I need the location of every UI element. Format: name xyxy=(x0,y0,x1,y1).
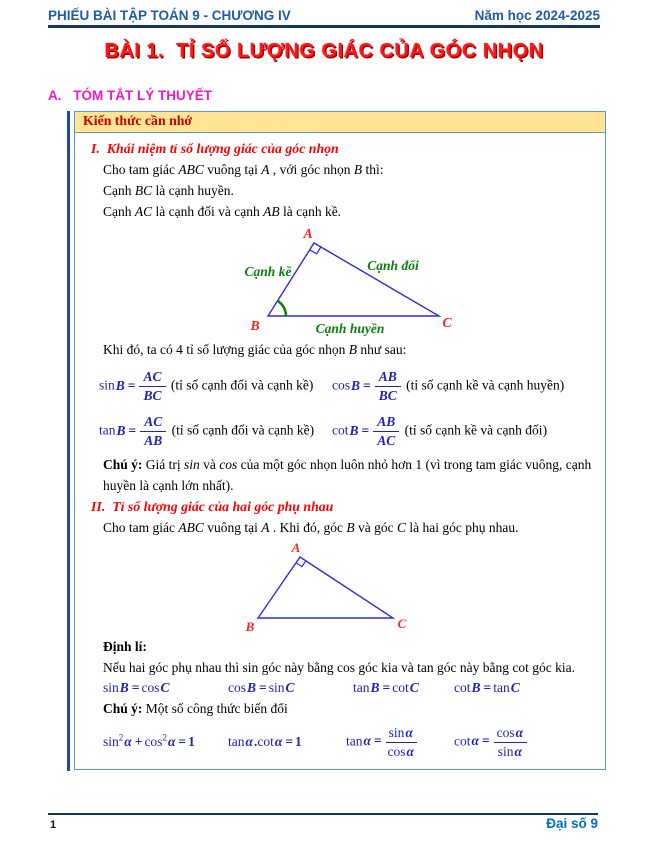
formula-pythagorean-identity: $\sin^2\alpha + \cos^2\alpha = 1$ xyxy=(103,732,195,749)
page-title: BÀI 1. TỈ SỐ LƯỢNG GIÁC CỦA GÓC NHỌN xyxy=(104,40,544,62)
side-label-hypotenuse: Cạnh huyền xyxy=(315,321,385,336)
part2-heading xyxy=(91,499,595,515)
note-2: Chú ý: Một số công thức biến đổi xyxy=(103,701,288,716)
formula-cos: cosB = $\frac{AB}{BC}$ (tỉ số cạnh kề và cạnh huyền) xyxy=(332,369,565,403)
part1-heading xyxy=(91,141,595,157)
box-left-accent-line xyxy=(67,111,70,771)
vertex-label-b: B xyxy=(250,319,260,334)
vertex-label-c: C xyxy=(397,616,407,631)
box-body xyxy=(75,133,605,769)
formula-cosB-sinC: cosB = sinC xyxy=(228,680,295,695)
section-a-label: TÓM TẮT LÝ THUYẾT xyxy=(73,88,213,103)
formula-sinB-cosC: sinB = cosC xyxy=(103,680,170,695)
header-right-schoolyear: Năm học 2024-2025 xyxy=(474,8,600,23)
text-line: Khi đó, ta có 4 tỉ số lượng giác của góc nhọn B như sau: xyxy=(103,342,407,357)
identity-formulas xyxy=(103,721,595,763)
formula-tan-cot-product: tanα.cotα = 1 xyxy=(228,734,302,749)
part1-title: Khái niệm tỉ số lượng giác của góc nhọn xyxy=(106,141,339,156)
side-label-opposite: Cạnh đối xyxy=(367,258,419,273)
text-line: Cạnh BC là cạnh huyền. xyxy=(103,183,234,198)
formula-cotB-tanC: cotB = tanC xyxy=(454,680,520,695)
angle-arc-b xyxy=(278,301,286,316)
cofunction-formulas xyxy=(103,678,595,698)
formula-tan-quotient: tanα = $\frac{\sin\alpha}{\cos\alpha}$ xyxy=(346,725,454,760)
formula-sin: sinB = $\frac{AC}{BC}$ (tỉ số cạnh đối và cạnh kề) xyxy=(99,369,314,403)
text-line: Cho tam giác ABC vuông tại A , với góc nhọn B thì: xyxy=(103,162,384,177)
formula-tan: tanB = $\frac{AC}{AB}$ (tỉ số cạnh đối và cạnh kề) xyxy=(99,414,315,448)
vertex-label-c: C xyxy=(442,316,452,331)
trig-ratio-formulas xyxy=(99,364,595,454)
formula-cot: cotB = $\frac{AB}{AC}$ (tỉ số cạnh kề và cạnh đối) xyxy=(332,414,548,448)
triangle-outline xyxy=(258,557,393,618)
vertex-label-b: B xyxy=(245,619,255,634)
theorem-label: Định lí: xyxy=(103,639,147,654)
section-a-number: A. xyxy=(48,88,62,103)
footer-subject-label: Đại số 9 xyxy=(546,816,598,831)
part2-title: Tỉ số lượng giác của hai góc phụ nhau xyxy=(112,499,334,514)
knowledge-box xyxy=(74,111,606,770)
note-1: Chú ý: Giá trị sin và cos của một góc nhọn luôn nhỏ hơn 1 (vì trong tam giác vuông, cạnh huyền là cạnh lớn nhất). xyxy=(103,457,592,493)
formula-cot-quotient: cotα = $\frac{\cos\alpha}{\sin\alpha}$ xyxy=(454,725,595,760)
triangle-diagram-2 xyxy=(243,540,415,636)
page-number: 1 xyxy=(50,819,57,831)
footer-divider xyxy=(48,813,598,815)
formula-tanB-cotC: tanB = cotC xyxy=(353,680,419,695)
text-line: Cạnh AC là cạnh đối và cạnh AB là cạnh kề. xyxy=(103,204,342,219)
vertex-label-a: A xyxy=(291,540,301,555)
box-band-title: Kiến thức cần nhớ xyxy=(75,112,605,133)
part1-number: I. xyxy=(91,141,100,156)
text-line: Cho tam giác ABC vuông tại A . Khi đó, góc B và góc C là hai góc phụ nhau. xyxy=(103,520,519,535)
section-heading-a xyxy=(48,88,212,103)
triangle-outline xyxy=(268,243,439,316)
part2-number: II. xyxy=(91,499,106,514)
triangle-diagram-1 xyxy=(237,225,472,339)
side-label-adjacent: Cạnh kề xyxy=(244,264,292,279)
header-left-title: PHIẾU BÀI TẬP TOÁN 9 - CHƯƠNG IV xyxy=(48,8,291,23)
theorem-text: Nếu hai góc phụ nhau thì sin góc này bằng cos góc kia và tan góc này bằng cot góc kia. xyxy=(103,660,575,675)
page-header xyxy=(48,8,600,28)
vertex-label-a: A xyxy=(303,227,313,242)
